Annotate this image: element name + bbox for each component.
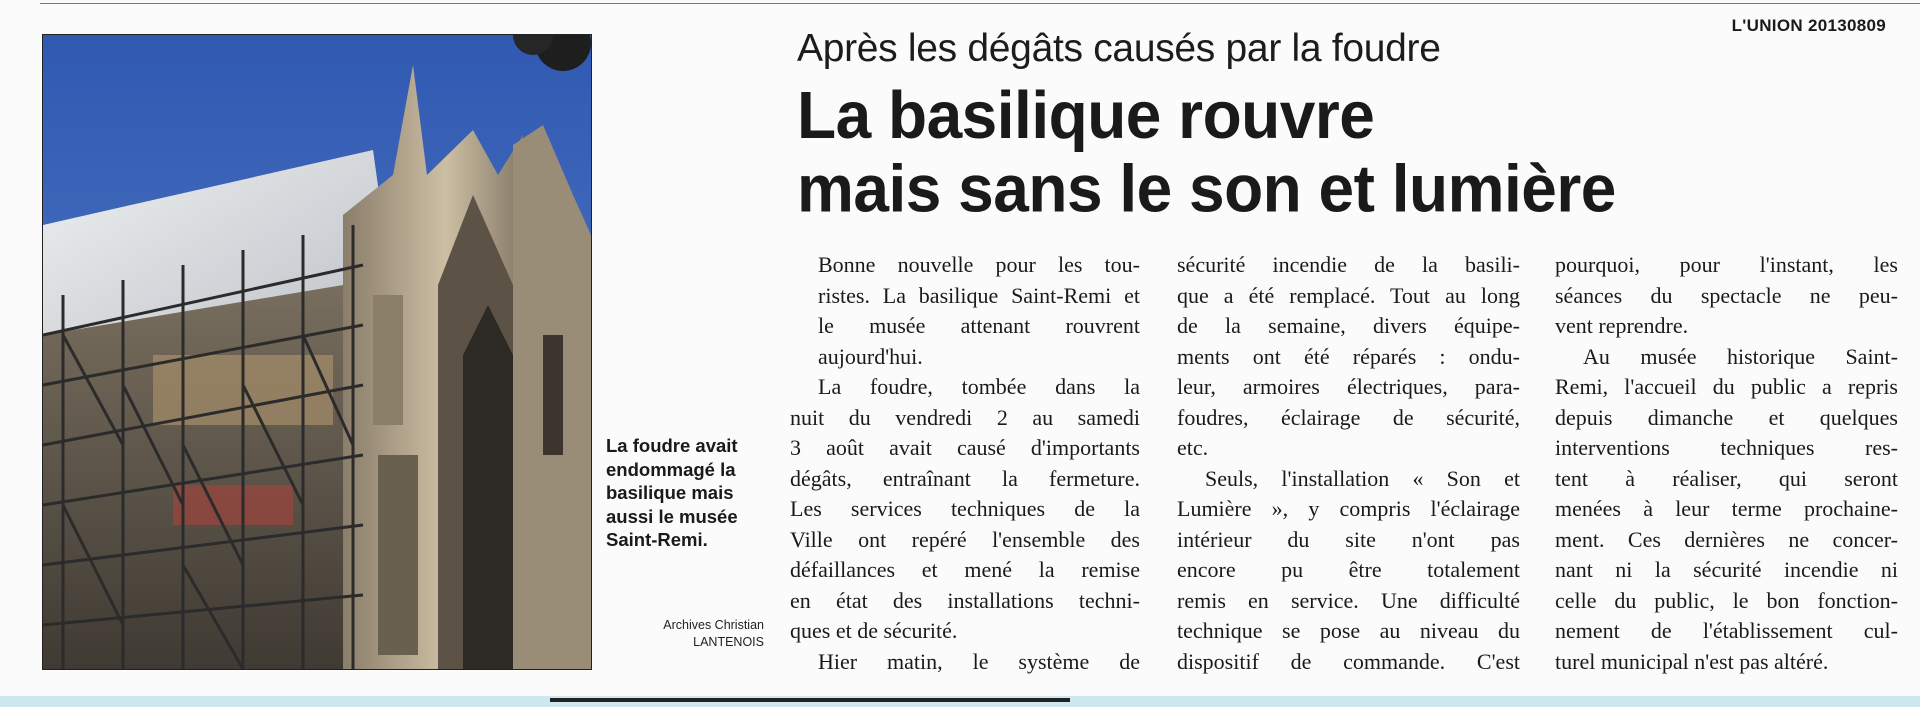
text-line: dispositif de commande. C'est [1177, 648, 1520, 674]
text-line: depuis dimanche et quelques [1555, 404, 1898, 430]
text-line: Remi, l'accueil du public a repris [1555, 374, 1898, 399]
text-line: interventions techniques res- [1555, 435, 1898, 460]
text-line: Seuls, l'installation « Son et [1205, 465, 1520, 491]
text-line: sécurité incendie de la basili- [1177, 252, 1520, 277]
article-kicker: Après les dégâts causés par la foudre [797, 27, 1441, 70]
text-line: en état des installations techni- [790, 587, 1140, 613]
text-line: que a été remplacé. Tout au long [1177, 282, 1520, 308]
text-line: ristes. La basilique Saint-Remi et [818, 282, 1140, 308]
text-line: ment. Ces dernières ne concer- [1555, 526, 1898, 552]
bottom-bar [550, 698, 1070, 702]
text-line: technique se pose au niveau du [1177, 618, 1520, 643]
text-line: Hier matin, le système de [818, 648, 1140, 674]
text-line: dégâts, entraînant la fermeture. [790, 465, 1140, 491]
basilica-illustration [43, 35, 591, 669]
body-column-1 [790, 250, 1140, 677]
basilica-photo [42, 34, 592, 670]
text-line: celle du public, le bon fonction- [1555, 587, 1898, 613]
text-line: pourquoi, pour l'instant, les [1555, 252, 1898, 277]
text-line: foudres, éclairage de sécurité, [1177, 404, 1520, 430]
text-line: Ville ont repéré l'ensemble des [790, 526, 1140, 552]
text-line: ments ont été réparés : ondu- [1177, 343, 1520, 369]
text-line: aujourd'hui. [818, 343, 923, 369]
top-rule [40, 3, 1920, 4]
text-line: menées à leur terme prochaine- [1555, 496, 1898, 521]
text-line: leur, armoires électriques, para- [1177, 374, 1520, 399]
text-line: nant ni la sécurité incendie ni [1555, 557, 1898, 582]
body-column-2 [1177, 250, 1520, 677]
text-line: Bonne nouvelle pour les tou- [818, 252, 1140, 277]
text-line: défaillances et mené la remise [790, 557, 1140, 582]
photo-credit [620, 617, 764, 651]
text-line: Lumière », y compris l'éclairage [1177, 496, 1520, 521]
text-line: etc. [1177, 435, 1209, 460]
text-line: encore pu être totalement [1177, 557, 1520, 582]
text-line: La foudre, tombée dans la [818, 374, 1140, 399]
paragraph [1177, 464, 1520, 678]
text-line: Au musée historique Saint- [1583, 343, 1898, 369]
text-line: intérieur du site n'ont pas [1177, 526, 1520, 552]
paragraph [1555, 342, 1898, 678]
text-line: vent reprendre. [1555, 313, 1689, 338]
text-line: turel municipal n'est pas altéré. [1555, 648, 1829, 674]
paragraph [790, 647, 1140, 678]
source-label: L'UNION 20130809 [1731, 16, 1886, 35]
body-column-3 [1555, 250, 1898, 677]
text-line: 3 août avait causé d'importants [790, 435, 1140, 460]
text-line: de la semaine, divers équipe- [1177, 313, 1520, 338]
paragraph [790, 372, 1140, 647]
text-line: tent à réaliser, qui seront [1555, 465, 1898, 491]
bottom-strip [0, 696, 1920, 707]
text-line: Les services techniques de la [790, 496, 1140, 521]
text-line: nuit du vendredi 2 au samedi [790, 404, 1140, 430]
text-line: ques et de sécurité. [790, 618, 958, 643]
headline-line: mais sans le son et lumière [797, 150, 1616, 227]
paragraph [790, 250, 1140, 372]
headline-line: La basilique rouvre [797, 76, 1375, 153]
text-line: remis en service. Une difficulté [1177, 587, 1520, 613]
text-line: le musée attenant rouvrent [818, 313, 1140, 338]
text-line: nement de l'établissement cul- [1555, 618, 1898, 643]
photo-caption: La foudre avait endommagé la basilique mais aussi le musée Saint-Remi. [606, 435, 738, 550]
credit-line: LANTENOIS [693, 635, 764, 649]
text-line: séances du spectacle ne peu- [1555, 282, 1898, 308]
paragraph [1555, 250, 1898, 342]
paragraph [1177, 250, 1520, 464]
credit-line: Archives Christian [663, 618, 764, 632]
article-headline [797, 78, 1847, 225]
